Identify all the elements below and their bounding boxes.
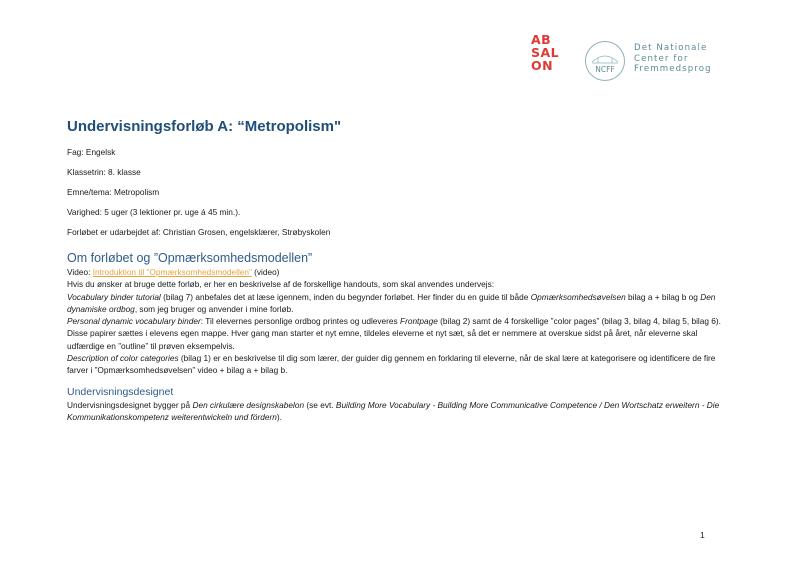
paragraph-text: bilag a + bilag b og: [625, 291, 701, 302]
paragraph-text: (bilag 1) er en beskrivelse til dig som lærer, der guider dig gennem en forklaring til eleverne, når de skal lære at kategorisere og identificere de fire farver i ”Opmærksomhedsøvelsen” video + bilag a + bilag b.: [67, 353, 716, 376]
italic-term: Vocabulary binder tutorial: [67, 291, 161, 302]
absalon-logo: [531, 33, 569, 73]
italic-term: Den dynamiske ordbog: [67, 291, 716, 314]
paragraph-text: (bilag 7) anbefales det at læse igennem, inden du begynder forløbet. Her finder du en guide til både: [160, 291, 531, 302]
paragraph-vocabulary-binder: [67, 291, 722, 316]
ncff-line: Center for: [634, 53, 689, 64]
italic-term: Building More Vocabulary - Building More Communicative Competence / Den Wortschatz erweitern - Die Kommunikationskompetenz weiterentwickeln und fördern: [67, 399, 720, 422]
paragraph-text: , som jeg bruger og anvender i mine forløb.: [134, 303, 294, 314]
meta-author: Forløbet er udarbejdet af: Christian Grosen, engelsklærer, Strøbyskolen: [67, 227, 331, 237]
meta-subject: Fag: Engelsk: [67, 147, 116, 157]
ncff-logo-text: [634, 43, 712, 75]
paragraph-personal-binder: [67, 315, 722, 352]
ncff-logo-icon: [584, 40, 626, 82]
italic-term: Den cirkulære designskabelon: [192, 399, 305, 410]
meta-topic: Emne/tema: Metropolism: [67, 187, 160, 197]
section-heading-model: Om forløbet og ”Opmærksomhedsmodellen”: [67, 251, 313, 265]
paragraph-text: (se evt.: [304, 399, 336, 410]
ncff-line: Fremmedsprog: [634, 64, 712, 75]
meta-grade: Klassetrin: 8. klasse: [67, 167, 141, 177]
italic-term: Frontpage: [400, 316, 438, 327]
paragraph-text: ).: [276, 411, 282, 422]
video-link[interactable]: Introduktion til ”Opmærksomhedsmodellen”: [92, 267, 252, 277]
absalon-logo-line: ON: [531, 58, 554, 73]
paragraph-color-categories: [67, 352, 722, 377]
italic-term: Description of color categories: [67, 353, 179, 364]
ncff-line: Det Nationale: [634, 43, 708, 53]
absalon-logo-line: AB: [531, 32, 552, 47]
meta-duration: Varighed: 5 uger (3 lektioner pr. uge á 45 min.).: [67, 207, 241, 217]
paragraph-design: [67, 399, 722, 424]
video-line: [67, 266, 722, 278]
page-number: 1: [700, 530, 705, 540]
video-suffix: (video): [251, 267, 280, 277]
absalon-logo-line: SAL: [531, 45, 560, 60]
paragraph-text: (bilag 2) samt de 4 forskellige ”color pages” (bilag 3, bilag 4, bilag 5, bilag 6). Disse papirer sættes i elevens egen mappe. Hver gang man starter et nyt emne, tildeles eleverne et nyt sæt, så det er nemmere at overskue sidst på året, når eleverne skal udfærdige en ”outline” til prøven eksempelvis.: [67, 316, 721, 351]
video-prefix: Video:: [67, 267, 93, 277]
document-title: Undervisningsforløb A: “Metropolism": [67, 118, 342, 135]
italic-term: Personal dynamic vocabulary binder: [67, 316, 201, 327]
paragraph-text: Undervisningsdesignet bygger på: [67, 399, 193, 410]
italic-term: Opmærksomhedsøvelsen: [530, 291, 626, 302]
ncff-abbr: NCFF: [595, 65, 615, 74]
section-heading-design: Undervisningsdesignet: [67, 385, 174, 398]
paragraph-text: : Til elevernes personlige ordbog printes og udleveres: [200, 316, 400, 327]
document-body: [67, 117, 722, 423]
intro-paragraph: Hvis du ønsker at bruge dette forløb, er her en beskrivelse af de forskellige handouts, som skal anvendes undervejs:: [67, 279, 495, 290]
